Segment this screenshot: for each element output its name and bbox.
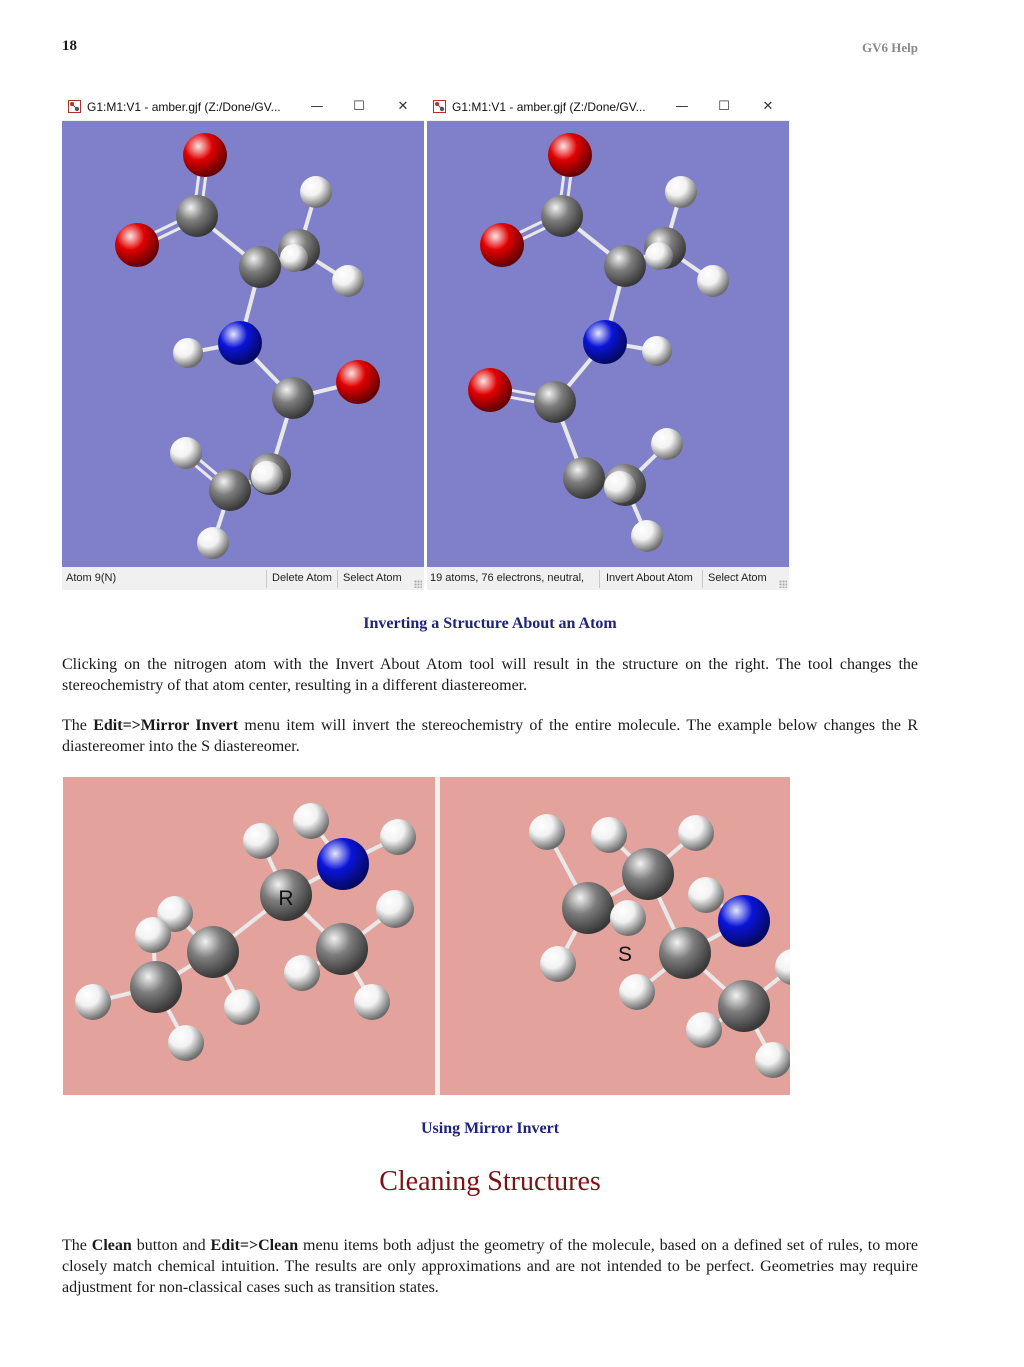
hydrogen-atom [251,461,283,493]
stereo-label-s: S [617,943,633,966]
s-molecule-render [440,777,790,1095]
carbon-atom [534,381,576,423]
carbon-atom [563,457,605,499]
text-run: The [62,717,94,734]
status-separator [702,570,703,588]
oxygen-atom [468,368,512,412]
hydrogen-atom [224,989,260,1025]
nitrogen-atom [583,320,627,364]
window-title: G1:M1:V1 - amber.gjf (Z:/Done/GV... [87,100,281,114]
carbon-atom [659,927,711,979]
gaussview-app-icon [433,100,446,113]
r-molecule-render [63,777,435,1095]
minimize-button[interactable]: — [310,99,324,114]
hydrogen-atom [300,176,332,208]
hydrogen-atom [173,338,203,368]
maximize-button[interactable]: ☐ [718,99,730,114]
close-button[interactable]: ✕ [762,99,774,114]
carbon-atom [622,848,674,900]
nitrogen-atom [218,321,262,365]
carbon-atom [541,195,583,237]
text-run: button and [131,1237,211,1254]
left-molecule-window[interactable] [62,94,424,590]
hydrogen-atom [645,242,673,270]
text-run: menu items both adjust the geometry of the molecule, based on a defined set of rules, to more closely match chemical intuition. The results are only approximations and are not intended to be perfect. Geometries may require adjustment for non-classical cases such as transition states. [62,1237,919,1296]
hydrogen-atom [642,336,672,366]
carbon-atom [130,961,182,1013]
status-select-mode: Select Atom [343,572,402,584]
hydrogen-atom [697,265,729,297]
hydrogen-atom [651,428,683,460]
maximize-button[interactable]: ☐ [353,99,365,114]
status-bar [62,568,424,590]
molecule-render[interactable] [62,121,424,567]
carbon-atom [187,926,239,978]
page-number: 18 [62,38,77,54]
hydrogen-atom [688,877,724,913]
hydrogen-atom [604,471,636,503]
minimize-button[interactable]: — [675,99,689,114]
oxygen-atom [336,360,380,404]
hydrogen-atom [197,527,229,559]
carbon-atom [272,377,314,419]
button-name: Clean [91,1237,132,1254]
hydrogen-atom [591,817,627,853]
hydrogen-atom [540,946,576,982]
hydrogen-atom [75,984,111,1020]
menu-path: Edit=>Clean [210,1237,299,1254]
figure-caption: Using Mirror Invert [420,1120,560,1137]
status-separator [337,570,338,588]
hydrogen-atom [665,176,697,208]
carbon-atom [176,195,218,237]
menu-path: Edit=>Mirror Invert [93,717,239,734]
status-bar [427,568,789,590]
carbon-atom [239,246,281,288]
hydrogen-atom [678,815,714,851]
stereo-label-r: R [278,887,294,910]
section-heading: Cleaning Structures [379,1166,601,1197]
status-select-mode: Select Atom [708,572,767,584]
hydrogen-atom [293,803,329,839]
hydrogen-atom [610,900,646,936]
hydrogen-atom [243,823,279,859]
oxygen-atom [548,133,592,177]
status-molecule-info: 19 atoms, 76 electrons, neutral, [430,572,584,584]
hydrogen-atom [284,955,320,991]
hydrogen-atom [380,819,416,855]
gaussview-app-icon [68,100,81,113]
hydrogen-atom [755,1042,790,1078]
hydrogen-atom [170,437,202,469]
close-button[interactable]: ✕ [397,99,409,114]
right-molecule-window[interactable] [427,94,789,590]
running-head: GV6 Help [862,40,918,55]
status-atom-info: Atom 9(N) [66,572,117,584]
hydrogen-atom [686,1012,722,1048]
hydrogen-atom [376,890,414,928]
status-tool-mode: Delete Atom [272,572,332,584]
resize-grip[interactable] [414,580,422,588]
body-paragraph [62,715,918,757]
status-separator [266,570,267,588]
window-title: G1:M1:V1 - amber.gjf (Z:/Done/GV... [452,100,646,114]
molecule-viewport[interactable] [427,121,789,567]
status-tool-mode: Invert About Atom [606,572,693,584]
hydrogen-atom [168,1025,204,1061]
carbon-atom [209,469,251,511]
carbon-atom [562,882,614,934]
window-title-bar[interactable] [62,94,424,120]
hydrogen-atom [332,265,364,297]
carbon-atom [604,245,646,287]
oxygen-atom [183,133,227,177]
molecule-render[interactable] [427,121,789,567]
nitrogen-atom [317,838,369,890]
hydrogen-atom [529,814,565,850]
hydrogen-atom [280,244,308,272]
resize-grip[interactable] [779,580,787,588]
window-title-bar[interactable] [427,94,789,120]
molecule-viewport[interactable] [62,121,424,567]
text-run: The [62,1237,92,1254]
oxygen-atom [115,223,159,267]
text-run: menu item will invert the stereochemistry of the entire molecule. The example below changes the R diastereomer into the S diastereomer. [62,717,919,755]
figure-caption: Inverting a Structure About an Atom [363,615,617,632]
body-paragraph: Clicking on the nitrogen atom with the Invert About Atom tool will result in the structure on the right. The tool changes the stereochemistry of that atom center, resulting in a different diastereomer. [62,656,918,694]
carbon-atom [316,923,368,975]
oxygen-atom [480,223,524,267]
nitrogen-atom [718,895,770,947]
hydrogen-atom [135,917,171,953]
hydrogen-atom [631,520,663,552]
status-separator [599,570,600,588]
hydrogen-atom [354,984,390,1020]
body-paragraph [62,1235,918,1298]
hydrogen-atom [619,974,655,1010]
mirror-invert-figure [63,777,790,1095]
carbon-atom [718,980,770,1032]
